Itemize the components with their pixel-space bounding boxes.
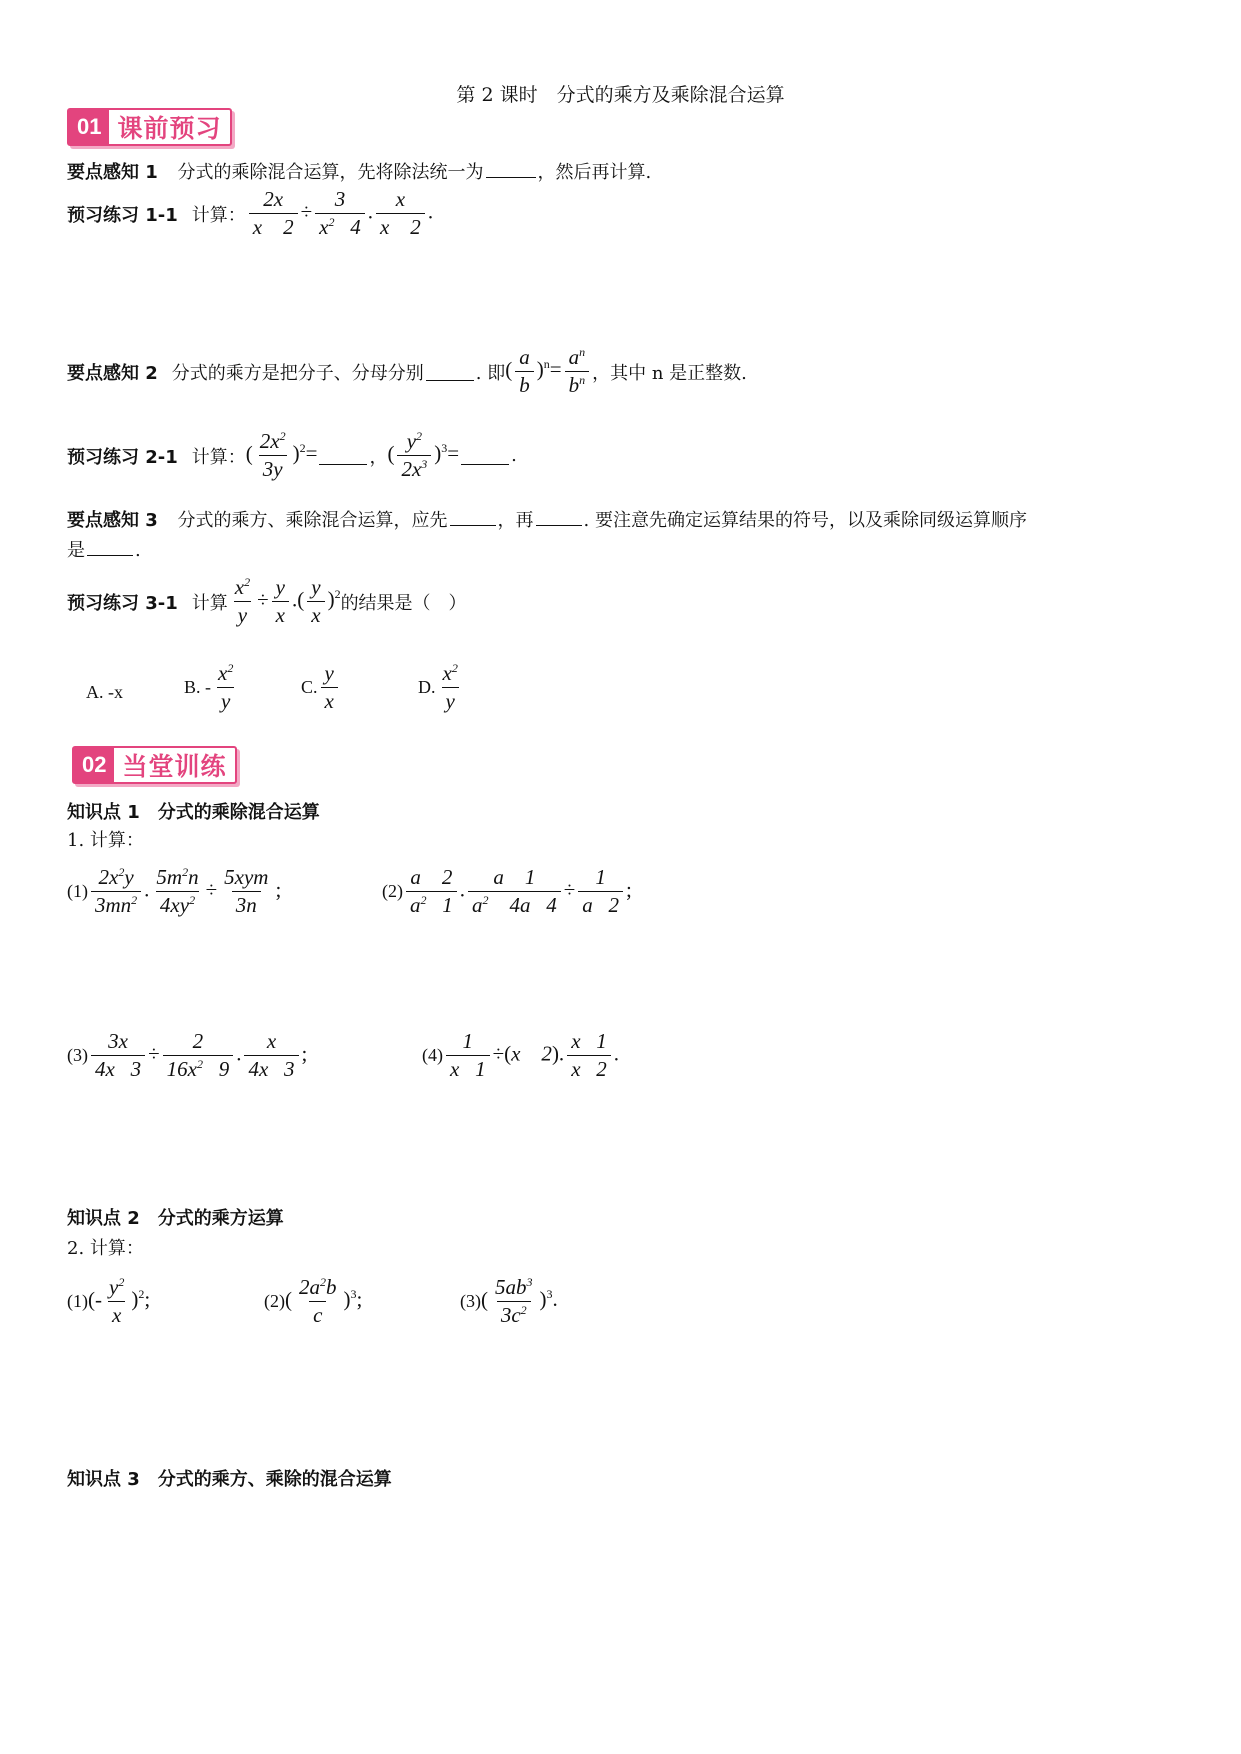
key-point-text: . 即: [475, 362, 506, 384]
formula: (- $\frac{y^2}{x}$ )$^2$;: [88, 1275, 151, 1328]
key-point-text: ，其中 n 是正整数.: [592, 362, 747, 384]
formula: ( $\frac{5ab^3}{3c^2}$ )$^3$.: [481, 1275, 558, 1328]
question-1-part-2: [382, 866, 632, 917]
formula: $\frac{2x}{x 2}$ ÷ $\frac{3}{x^2 4}$ . $\frac{x}{x 2}$ .: [246, 188, 433, 239]
sub-label: (1): [67, 1291, 88, 1312]
option-c[interactable]: [301, 662, 341, 713]
key-point-3-continued: [67, 536, 141, 562]
section-label: 当堂训练: [122, 752, 227, 781]
option-label: C.: [301, 677, 318, 698]
exercise-label: 预习练习 2-1: [67, 446, 178, 468]
sub-label: (3): [460, 1291, 481, 1312]
exercise-label: 预习练习 3-1: [67, 592, 178, 614]
key-point-text: 分式的乘方是把分子、分母分别: [171, 362, 424, 384]
sub-label: (1): [67, 881, 88, 902]
section-label: 课前预习: [117, 114, 222, 143]
knowledge-point-1: 知识点 1 分式的乘除混合运算: [67, 802, 320, 823]
section-number: 02: [74, 748, 114, 782]
formula: ( $\frac{2x^2}{3y}$ )$^2$=: [245, 429, 318, 482]
formula: $\frac{a 2}{a^2 1}$ . $\frac{a 1}{a^2 4a 4}$ ÷ $\frac{1}{a 2}$ ;: [403, 866, 632, 917]
key-point-text: 分式的乘除混合运算，先将除法统一为: [177, 162, 484, 183]
question-1: 1. 计算：: [67, 830, 144, 851]
question-1-part-3: [67, 1030, 307, 1081]
question-2: 2. 计算：: [67, 1238, 144, 1259]
option-a[interactable]: A. -x: [86, 682, 123, 702]
option-formula: $\frac{y}{x}$: [318, 662, 341, 713]
key-point-text: ，再: [497, 510, 534, 531]
formula: $\frac{3x}{4x 3}$ ÷ $\frac{2}{16x^2 9}$ . $\frac{x}{4x 3}$ ;: [88, 1030, 307, 1081]
key-point-2: [67, 346, 747, 397]
knowledge-point-2: 知识点 2 分式的乘方运算: [67, 1208, 284, 1229]
sub-label: (2): [264, 1291, 285, 1312]
exercise-3-1: [67, 576, 467, 627]
exercise-text: 计算: [191, 592, 228, 614]
answer-blank[interactable]: [486, 159, 536, 178]
question-2-part-1: [67, 1276, 150, 1327]
question-2-part-3: [460, 1276, 558, 1327]
key-point-text: .: [135, 540, 141, 561]
exercise-text: 计算：: [191, 204, 246, 226]
sub-label: (2): [382, 881, 403, 902]
question-1-part-1: [67, 866, 281, 917]
question-2-part-2: [264, 1276, 362, 1327]
sub-label: (3): [67, 1045, 88, 1066]
question-1-part-4: [422, 1030, 619, 1081]
formula: $\frac{1}{x 1}$ ÷(x 2). $\frac{x 1}{x 2}$ .: [443, 1030, 619, 1081]
key-point-label: 要点感知 1: [67, 162, 158, 183]
page-title: 第 2 课时 分式的乘方及乘除混合运算: [456, 84, 785, 106]
formula: ( $\frac{y^2}{2x^3}$ )$^3$=: [387, 429, 460, 482]
formula: ( $\frac{2a^2b}{c}$ )$^3$;: [285, 1275, 363, 1328]
answer-blank[interactable]: [536, 507, 582, 526]
key-point-text: . 要注意先确定运算结果的符号，以及乘除同级运算顺序: [583, 510, 1027, 531]
answer-blank[interactable]: [87, 537, 133, 556]
exercise-2-1: 预习练习 2-1 计算： ( $\frac{2x^2}{3y}$ )$^2$= ， ( $\frac{y^2}{2x^3}$ )$^3$= .: [67, 429, 517, 482]
answer-blank[interactable]: [461, 446, 509, 465]
knowledge-point-3: 知识点 3 分式的乘方、乘除的混合运算: [67, 1469, 392, 1490]
section-badge-preview: [67, 108, 232, 146]
formula: ( $\frac{a}{b}$ )$^n$= $\frac{a^n}{b^n}$: [505, 346, 592, 397]
option-formula: $\frac{x^2}{y}$: [218, 661, 234, 714]
answer-blank[interactable]: [450, 507, 496, 526]
option-label: B. -: [184, 677, 211, 698]
key-point-text: 是: [67, 540, 85, 561]
formula: $\frac{x^2}{y}$ ÷ $\frac{y}{x}$ .( $\frac{y}{x}$ )$^2$: [234, 575, 341, 628]
exercise-1-1: [67, 188, 433, 239]
exercise-text: 计算：: [191, 446, 246, 468]
key-point-label: 要点感知 3: [67, 510, 158, 531]
key-point-1: [67, 158, 651, 184]
option-label: D.: [418, 677, 436, 698]
key-point-text: 分式的乘方、乘除混合运算，应先: [177, 510, 448, 531]
sub-label: (4): [422, 1045, 443, 1066]
section-number: 01: [69, 110, 109, 144]
option-formula: $\frac{x^2}{y}$: [442, 661, 458, 714]
key-point-text: ，然后再计算.: [537, 162, 652, 183]
formula: $\frac{2x^2y}{3mn^2}$ . $\frac{5m^2n}{4xy^2}$ ÷ 5xym 3n ;: [88, 866, 281, 917]
key-point-label: 要点感知 2: [67, 362, 158, 384]
answer-blank[interactable]: [426, 362, 474, 381]
answer-blank[interactable]: [319, 446, 367, 465]
key-point-3: [67, 506, 1027, 532]
option-b[interactable]: [184, 662, 240, 713]
option-d[interactable]: [418, 662, 465, 713]
section-badge-practice: [72, 746, 237, 784]
exercise-label: 预习练习 1-1: [67, 204, 178, 226]
exercise-text: 的结果是（ ）: [340, 592, 467, 614]
